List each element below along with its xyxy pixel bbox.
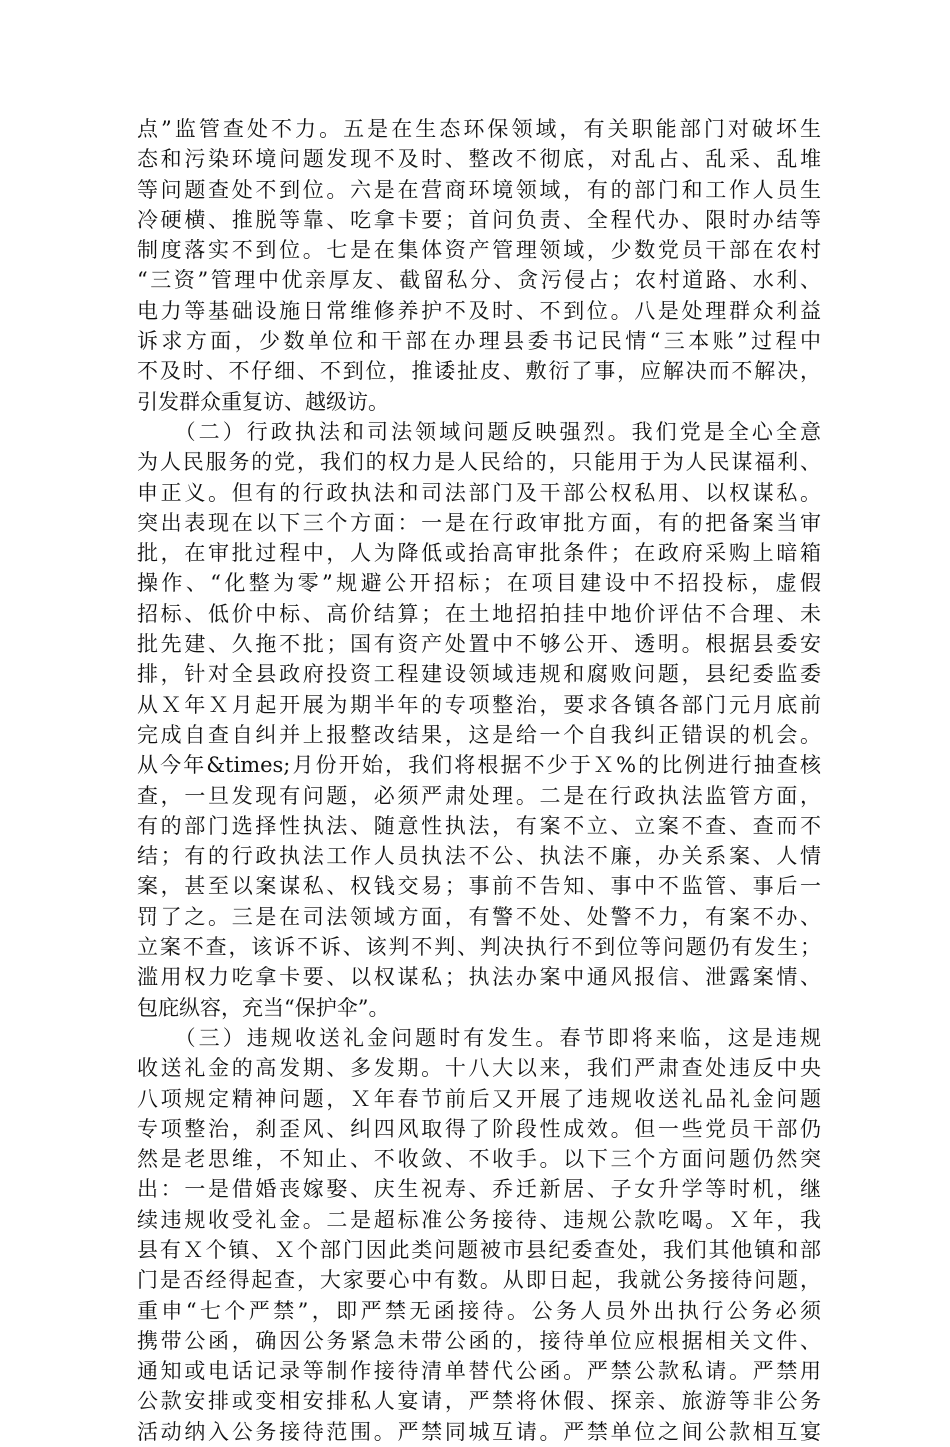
text-line: “三资”管理中优亲厚友、截留私分、贪污侵占；农村道路、水利、 <box>137 268 821 293</box>
text-line: 八项规定精神问题，Ｘ年春节前后又开展了违规收送礼品礼金问题 <box>137 1086 821 1111</box>
text-line: 收送礼金的高发期、多发期。十八大以来，我们严肃查处违反中央 <box>137 1056 821 1081</box>
text-line: 完成自查自纠并上报整改结果，这是给一个自我纠正错误的机会。 <box>137 722 821 747</box>
text-line: 罚了之。三是在司法领域方面，有警不处、处警不力，有案不办、 <box>137 904 821 929</box>
text-line: 不及时、不仔细、不到位，推诿扯皮、敷衍了事，应解决而不解决， <box>137 359 821 384</box>
text-line: 诉求方面，少数单位和干部在办理县委书记民情“三本账”过程中 <box>137 329 821 354</box>
text-line: 等问题查处不到位。六是在营商环境领域，有的部门和工作人员生 <box>137 177 821 202</box>
text-line: 从今年&times;月份开始，我们将根据不少于Ｘ%的比例进行抽查核 <box>137 753 821 778</box>
text-line: 制度落实不到位。七是在集体资产管理领域，少数党员干部在农村 <box>137 238 821 263</box>
text-line: 立案不查，该诉不诉、该判不判、判决执行不到位等问题仍有发生； <box>137 935 821 960</box>
text-line: 批先建、久拖不批；国有资产处置中不够公开、透明。根据县委安 <box>137 632 821 657</box>
text-line: （二）行政执法和司法领域问题反映强烈。我们党是全心全意 <box>137 419 821 444</box>
text-line: 专项整治，刹歪风、纠四风取得了阶段性成效。但一些党员干部仍 <box>137 1116 821 1141</box>
text-line: 电力等基础设施日常维修养护不及时、不到位。八是处理群众利益 <box>137 298 821 323</box>
text-line: 申正义。但有的行政执法和司法部门及干部公权私用、以权谋私。 <box>137 480 821 505</box>
text-line: 续违规收受礼金。二是超标准公务接待、违规公款吃喝。Ｘ年，我 <box>137 1207 821 1232</box>
text-line: 重申“七个严禁”，即严禁无函接待。公务人员外出执行公务必须 <box>137 1298 821 1323</box>
text-line: 滥用权力吃拿卡要、以权谋私；执法办案中通风报信、泄露案情、 <box>137 965 821 990</box>
text-line: 点”监管查处不力。五是在生态环保领域，有关职能部门对破坏生 <box>137 117 821 141</box>
text-line: 活动纳入公务接待范围。严禁同城互请。严禁单位之间公款相互宴 <box>137 1419 821 1444</box>
text-line: 招标、低价中标、高价结算；在土地招拍挂中地价评估不合理、未 <box>137 601 821 626</box>
text-line: 态和污染环境问题发现不及时、整改不彻底，对乱占、乱采、乱堆 <box>137 147 821 172</box>
text-line: 操作、“化整为零”规避公开招标；在项目建设中不招投标，虚假 <box>137 571 821 596</box>
text-line: 县有Ｘ个镇、Ｘ个部门因此类问题被市县纪委查处，我们其他镇和部 <box>137 1237 821 1262</box>
text-line: 冷硬横、推脱等靠、吃拿卡要；首问负责、全程代办、限时办结等 <box>137 207 821 232</box>
text-line: 出：一是借婚丧嫁娶、庆生祝寿、乔迁新居、子女升学等时机，继 <box>137 1177 821 1202</box>
document-body <box>137 114 821 1447</box>
text-line: 案，甚至以案谋私、权钱交易；事前不告知、事中不监管、事后一 <box>137 874 821 899</box>
text-line: 通知或电话记录等制作接待清单替代公函。严禁公款私请。严禁用 <box>137 1359 821 1384</box>
text-line: 包庇纵容，充当“保护伞”。 <box>137 995 390 1020</box>
text-line: 排，针对全县政府投资工程建设领域违规和腐败问题，县纪委监委 <box>137 662 821 687</box>
text-line: 公款安排或变相安排私人宴请，严禁将休假、探亲、旅游等非公务 <box>137 1389 821 1414</box>
text-line: （三）违规收送礼金问题时有发生。春节即将来临，这是违规 <box>137 1025 821 1050</box>
text-line: 结；有的行政执法工作人员执法不公、执法不廉，办关系案、人情 <box>137 844 821 869</box>
text-line: 携带公函，确因公务紧急未带公函的，接待单位应根据相关文件、 <box>137 1328 821 1353</box>
text-line: 然是老思维，不知止、不收敛、不收手。以下三个方面问题仍然突 <box>137 1147 821 1172</box>
text-line: 引发群众重复访、越级访。 <box>137 389 389 414</box>
text-line: 从Ｘ年Ｘ月起开展为期半年的专项整治，要求各镇各部门元月底前 <box>137 692 821 717</box>
text-line: 门是否经得起查，大家要心中有数。从即日起，我就公务接待问题， <box>137 1268 821 1293</box>
text-line: 批，在审批过程中，人为降低或抬高审批条件；在政府采购上暗箱 <box>137 541 821 566</box>
text-line: 有的部门选择性执法、随意性执法，有案不立、立案不查、查而不 <box>137 813 821 838</box>
text-line: 为人民服务的党，我们的权力是人民给的，只能用于为人民谋福利、 <box>137 450 821 475</box>
text-line: 查，一旦发现有问题，必须严肃处理。二是在行政执法监管方面， <box>137 783 821 808</box>
text-line: 突出表现在以下三个方面：一是在行政审批方面，有的把备案当审 <box>137 510 821 535</box>
